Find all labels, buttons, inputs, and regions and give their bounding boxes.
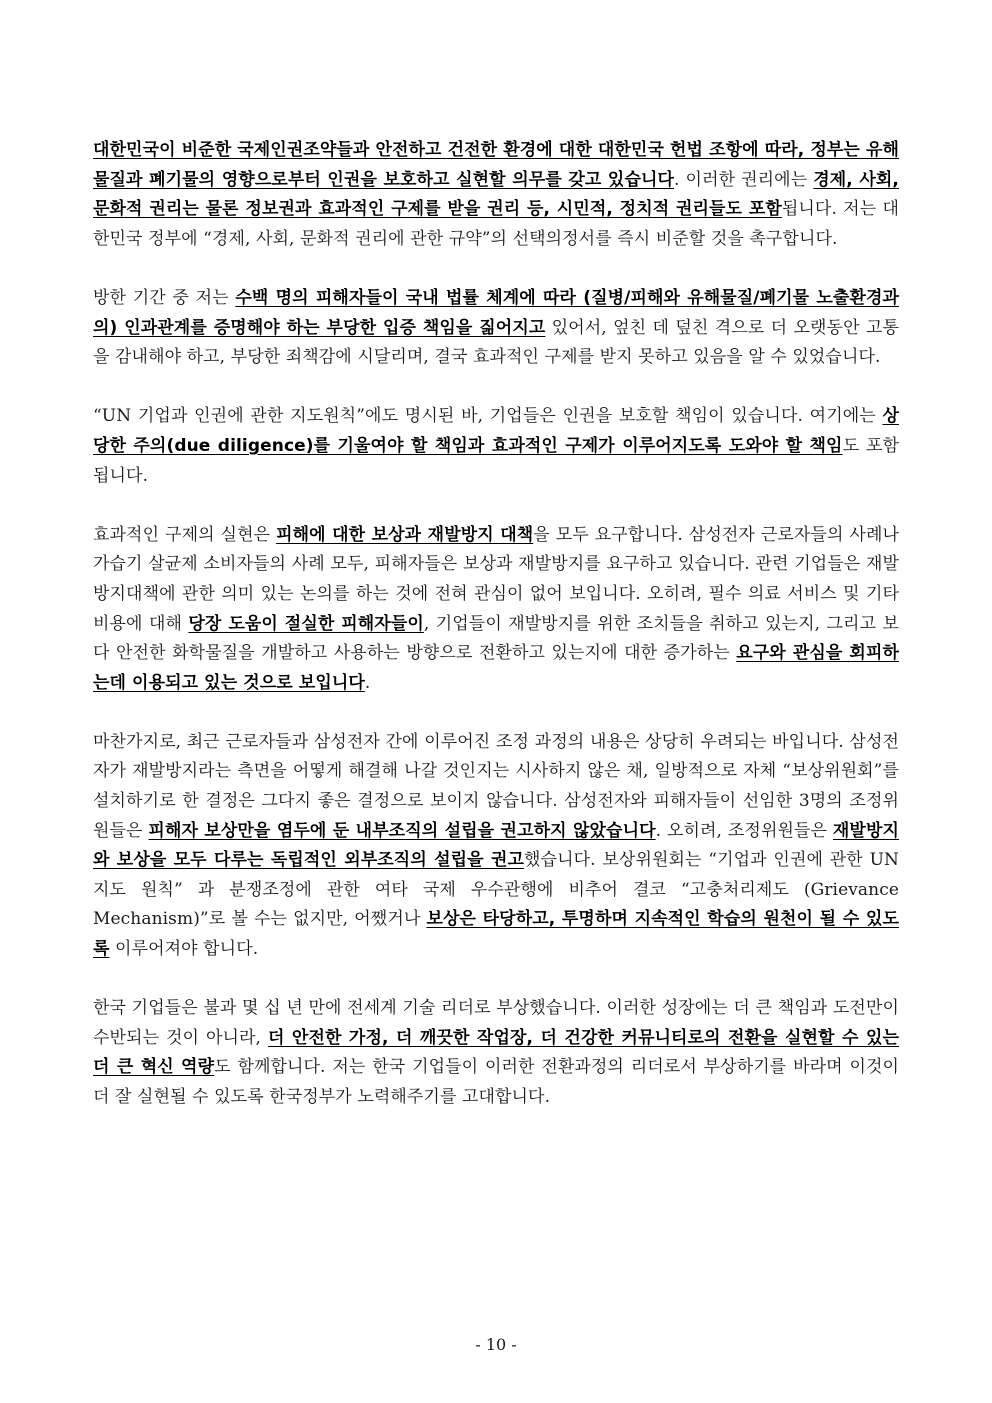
text-segment: 한국 기업들은 불과 몇 십 년 만에 전세계 기술 리더로 부상했습니다. 이러한 성장에는 더 큰 책임과 도전만이 수반되는 것이 아니라, [93,998,899,1048]
text-segment: 효과적인 구제의 실현은 [93,524,277,545]
text-segment: “UN 기업과 인권에 관한 지도원칙”에도 명시된 바, 기업들은 인권을 보호할 책임이 있습니다. 여기에는 [93,406,883,427]
text-segment: 을 모두 요구합니다. 삼성전자 근로자들의 사례나 가습기 살균제 소비자들의 사례 모두, 피해자들은 보상과 재발방지를 요구하고 있습니다. 관련 기업들은 재발방지대책에 관한 의미 있는 논의를 하는 것에 전혀 관심이 없어 보입니다. 오히려, 필수 의료 서비스 및 기타 비용에 대해 [93,524,899,634]
text-segment: , 기업들이 재발방지를 위한 조치들을 취하고 있는지, 그리고 보다 안전한 화학물질을 개발하고 사용하는 방향으로 전환하고 있는지에 대한 증가하는 [93,613,900,664]
text-segment: 상당한 주의(due diligence)를 기울여야 할 책임과 효과적인 구제가 이루어지도록 도와야 할 책임 [93,406,899,456]
text-segment: . 이러한 권리에는 [674,169,814,190]
text-segment: 경제, 사회, 문화적 권리는 물론 정보권과 효과적인 구제를 받을 권리 등, 시민적, 정치적 권리들도 포함 [93,169,899,220]
paragraph-2 [93,284,899,373]
text-segment: 수백 명의 피해자들이 국내 법률 체계에 따라 (질병/피해와 유해물질/폐기물 노출환경과의) 인과관계를 증명해야 하는 부당한 입증 책임을 짊어지고 [93,287,899,338]
paragraph-3 [93,402,899,491]
text-segment: 도 포함됩니다. [93,435,899,486]
text-segment: 됩니다. 저는 대한민국 정부에 “경제, 사회, 문화적 권리에 관한 규약”의 선택의정서를 즉시 비준할 것을 촉구합니다. [93,199,899,249]
text-segment: 요구와 관심을 회피하는데 이용되고 있는 것으로 보입니다 [93,643,899,693]
text-segment: 피해에 대한 보상과 재발방지 대책 [276,524,534,545]
paragraph-5 [93,728,899,965]
text-segment: . [364,672,371,693]
paragraph-6 [93,994,899,1112]
text-segment: 보상은 타당하고, 투명하며 지속적인 학습의 원천이 될 수 있도록 [93,909,899,960]
text-segment: 도 함께합니다. 저는 한국 기업들이 이러한 전환과정의 리더로서 부상하기를 바라며 이것이 더 잘 실현될 수 있도록 한국정부가 노력해주기를 고대합니다. [93,1057,900,1107]
text-segment: 대한민국이 비준한 국제인권조약들과 안전하고 건전한 환경에 대한 대한민국 헌법 조항에 따라, 정부는 유해물질과 폐기물의 영향으로부터 인권을 보호하고 실현할 의무를 갖고 있습니다 [93,140,899,190]
text-segment: 했습니다. 보상위원회는 “기업과 인권에 관한 UN 지도 원칙” 과 분쟁조정에 관한 여타 국제 우수관행에 비추어 결코 “고충처리제도 (Grievance Mechanism)”로 볼 수는 없지만, 어쨌거나 [93,850,899,930]
text-segment: 재발방지와 보상을 모두 다루는 독립적인 외부조직의 설립을 권고 [93,820,899,871]
text-segment: 마찬가지로, 최근 근로자들과 삼성전자 간에 이루어진 조정 과정의 내용은 상당히 우려되는 바입니다. 삼성전자가 재발방지라는 측면을 어떻게 해결해 나갈 것인지는 시사하지 않은 채, 일방적으로 자체 “보상위원회”를 설치하기로 한 결정은 그다지 좋은 결정으로 보이지 않습니다. 삼성전자와 피해자들이 선임한 3명의 조정위원들은 [93,731,899,841]
text-segment: 있어서, 엎친 데 덮친 격으로 더 오랫동안 고통을 감내해야 하고, 부당한 죄책감에 시달리며, 결국 효과적인 구제를 받지 못하고 있음을 알 수 있었습니다. [93,317,899,368]
paragraph-4 [93,521,899,699]
text-segment: . 오히려, 조정위원들은 [655,820,833,841]
text-segment: 더 안전한 가정, 더 깨끗한 작업장, 더 건강한 커뮤니티로의 전환을 실현할 수 있는 더 큰 혁신 역량 [93,1027,899,1078]
text-segment: 방한 기간 중 저는 [93,287,236,308]
page-number: - 10 - [475,1335,517,1354]
text-segment: 이루어져야 합니다. [109,939,259,960]
text-segment: 당장 도움이 절실한 피해자들이 [188,613,424,634]
paragraph-1 [93,136,899,254]
document-body [93,136,899,1142]
text-segment: 피해자 보상만을 염두에 둔 내부조직의 설립을 권고하지 않았습니다 [148,820,656,841]
